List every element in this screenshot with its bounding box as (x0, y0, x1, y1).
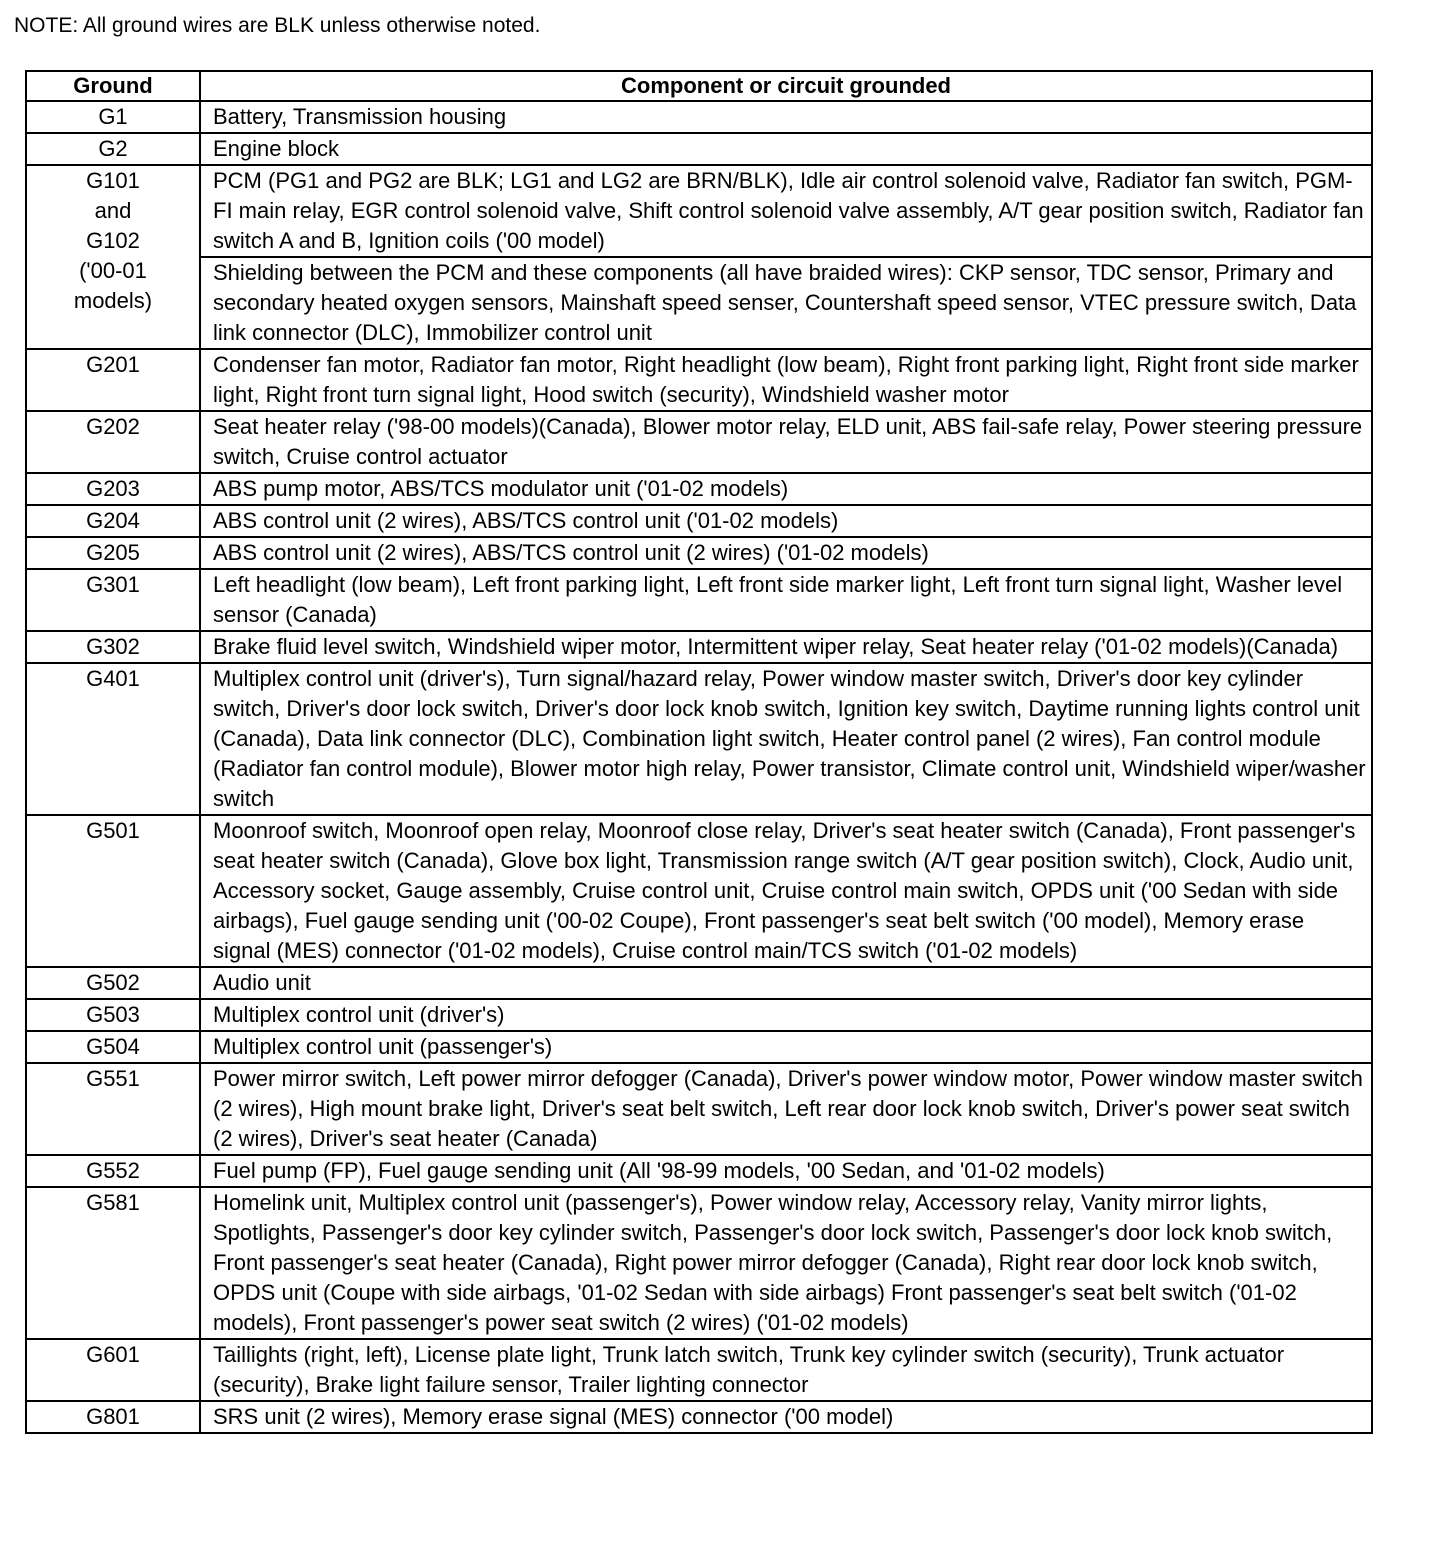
table-header-row (26, 71, 1372, 101)
table-row (26, 473, 1372, 505)
component-cell: Shielding between the PCM and these components (all have braided wires): CKP sensor, TDC sensor, Primary and secondary heated oxygen sensors, Mainshaft speed senser, Countershaft speed sensor, VTEC pressure switch, Data link connector (DLC), Immobilizer control unit (200, 257, 1372, 349)
component-cell: Audio unit (200, 967, 1372, 999)
component-cell: Moonroof switch, Moonroof open relay, Moonroof close relay, Driver's seat heater switch (Canada), Front passenger's seat heater switch (Canada), Glove box light, Transmission range switch (A/T gear position switch), Clock, Audio unit, Accessory socket, Gauge assembly, Cruise control unit, Cruise control main switch, OPDS unit ('00 Sedan with side airbags), Fuel gauge sending unit ('00-02 Coupe), Front passenger's seat belt switch ('00 model), Memory erase signal (MES) connector ('01-02 models), Cruise control main/TCS switch ('01-02 models) (200, 815, 1372, 967)
ground-cell: G301 (26, 569, 200, 631)
table-row (26, 815, 1372, 967)
table-row (26, 1339, 1372, 1401)
component-cell: ABS control unit (2 wires), ABS/TCS control unit ('01-02 models) (200, 505, 1372, 537)
component-cell: Engine block (200, 133, 1372, 165)
ground-cell: G801 (26, 1401, 200, 1433)
ground-cell: G502 (26, 967, 200, 999)
table-row (26, 505, 1372, 537)
ground-cell: G201 (26, 349, 200, 411)
ground-cell: G552 (26, 1155, 200, 1187)
table-row (26, 537, 1372, 569)
header-ground: Ground (26, 71, 200, 101)
table-row (26, 1063, 1372, 1155)
table-row (26, 631, 1372, 663)
table-row (26, 1031, 1372, 1063)
component-cell: Taillights (right, left), License plate light, Trunk latch switch, Trunk key cylinder switch (security), Trunk actuator (security), Brake light failure sensor, Trailer lighting connector (200, 1339, 1372, 1401)
table-row (26, 411, 1372, 473)
ground-cell: G302 (26, 631, 200, 663)
component-cell: Power mirror switch, Left power mirror defogger (Canada), Driver's power window motor, Power window master switch (2 wires), High mount brake light, Driver's seat belt switch, Left rear door lock knob switch, Driver's power seat switch (2 wires), Driver's seat heater (Canada) (200, 1063, 1372, 1155)
ground-line: G102 (86, 228, 140, 253)
header-component: Component or circuit grounded (200, 71, 1372, 101)
ground-line: models) (73, 288, 153, 313)
ground-line: ('00-01 (79, 258, 147, 283)
component-cell: ABS pump motor, ABS/TCS modulator unit ('01-02 models) (200, 473, 1372, 505)
ground-cell: G501 (26, 815, 200, 967)
note-text: NOTE: All ground wires are BLK unless otherwise noted. (14, 14, 541, 37)
component-cell: Condenser fan motor, Radiator fan motor, Right headlight (low beam), Right front parking light, Right front side marker light, Right front turn signal light, Hood switch (security), Windshield washer motor (200, 349, 1372, 411)
component-cell: Battery, Transmission housing (200, 101, 1372, 133)
table-row (26, 257, 1372, 349)
ground-cell: G1 (26, 101, 200, 133)
table-row (26, 663, 1372, 815)
ground-line: G101 (86, 168, 140, 193)
component-cell: Multiplex control unit (driver's), Turn signal/hazard relay, Power window master switch, Driver's door key cylinder switch, Driver's door lock switch, Driver's door lock knob switch, Ignition key switch, Daytime running lights control unit (Canada), Data link connector (DLC), Combination light switch, Heater control panel (2 wires), Fan control module (Radiator fan control module), Blower motor high relay, Power transistor, Climate control unit, Windshield wiper/washer switch (200, 663, 1372, 815)
ground-cell: G503 (26, 999, 200, 1031)
table-row (26, 133, 1372, 165)
component-cell: Multiplex control unit (driver's) (200, 999, 1372, 1031)
table-row (26, 349, 1372, 411)
table-row (26, 101, 1372, 133)
component-cell: Left headlight (low beam), Left front parking light, Left front side marker light, Left front turn signal light, Washer level sensor (Canada) (200, 569, 1372, 631)
ground-cell: G202 (26, 411, 200, 473)
ground-cell: G2 (26, 133, 200, 165)
ground-cell: G204 (26, 505, 200, 537)
component-cell: PCM (PG1 and PG2 are BLK; LG1 and LG2 are BRN/BLK), Idle air control solenoid valve, Radiator fan switch, PGM-FI main relay, EGR control solenoid valve, Shift control solenoid valve assembly, A/T gear position switch, Radiator fan switch A and B, Ignition coils ('00 model) (200, 165, 1372, 257)
table-row (26, 1155, 1372, 1187)
ground-line: and (94, 198, 132, 223)
ground-cell: G401 (26, 663, 200, 815)
component-cell: SRS unit (2 wires), Memory erase signal (MES) connector ('00 model) (200, 1401, 1372, 1433)
table-row (26, 967, 1372, 999)
table-row (26, 1187, 1372, 1339)
ground-cell-g101-g102 (26, 165, 200, 349)
component-cell: Brake fluid level switch, Windshield wiper motor, Intermittent wiper relay, Seat heater relay ('01-02 models)(Canada) (200, 631, 1372, 663)
table-row (26, 569, 1372, 631)
ground-cell: G504 (26, 1031, 200, 1063)
ground-cell: G601 (26, 1339, 200, 1401)
table-row (26, 999, 1372, 1031)
ground-cell: G551 (26, 1063, 200, 1155)
ground-table (25, 70, 1373, 1434)
ground-cell: G581 (26, 1187, 200, 1339)
component-cell: Fuel pump (FP), Fuel gauge sending unit (All '98-99 models, '00 Sedan, and '01-02 models) (200, 1155, 1372, 1187)
component-cell: Multiplex control unit (passenger's) (200, 1031, 1372, 1063)
ground-cell: G203 (26, 473, 200, 505)
component-cell: ABS control unit (2 wires), ABS/TCS control unit (2 wires) ('01-02 models) (200, 537, 1372, 569)
component-cell: Homelink unit, Multiplex control unit (passenger's), Power window relay, Accessory relay, Vanity mirror lights, Spotlights, Passenger's door key cylinder switch, Passenger's door lock switch, Passenger's door lock knob switch, Front passenger's seat heater (Canada), Right power mirror defogger (Canada), Right rear door lock knob switch, OPDS unit (Coupe with side airbags, '01-02 Sedan with side airbags) Front passenger's seat belt switch ('01-02 models), Front passenger's power seat switch (2 wires) ('01-02 models) (200, 1187, 1372, 1339)
component-cell: Seat heater relay ('98-00 models)(Canada), Blower motor relay, ELD unit, ABS fail-safe relay, Power steering pressure switch, Cruise control actuator (200, 411, 1372, 473)
table-row (26, 1401, 1372, 1433)
table-row (26, 165, 1372, 257)
ground-cell: G205 (26, 537, 200, 569)
